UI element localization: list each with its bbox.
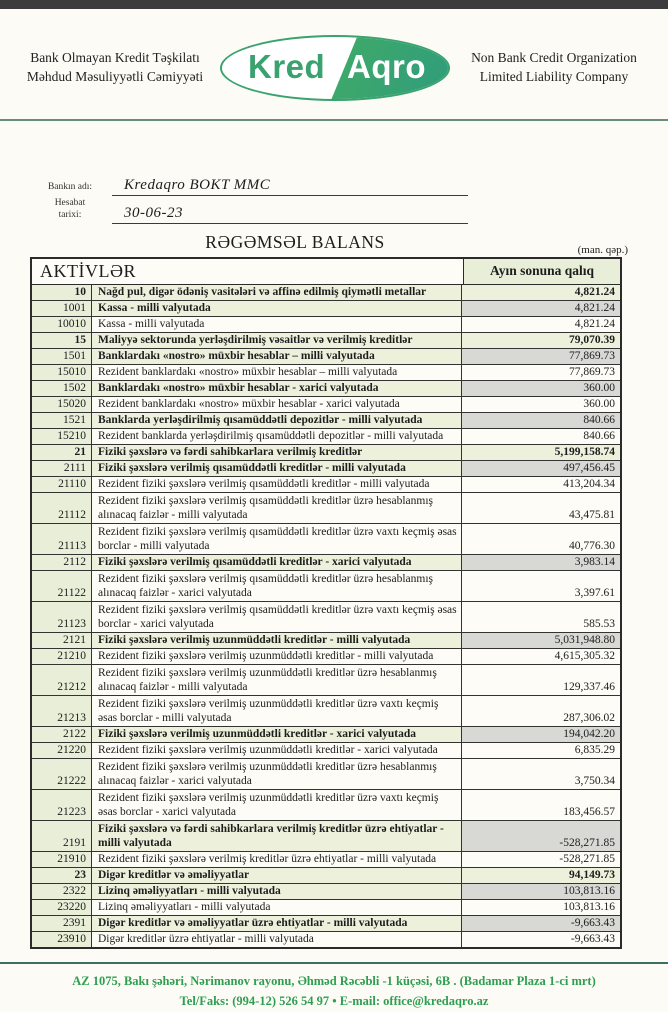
row-account-description: Digər kreditlər və əməliyyatlar	[92, 868, 461, 883]
table-row	[32, 317, 620, 333]
row-balance-value: 497,456.45	[461, 461, 620, 476]
row-account-code: 21123	[32, 602, 92, 632]
row-account-description: Rezident fiziki şəxslərə verilmiş qısamüddətli kreditlər üzrə vaxtı keçmiş əsas borclar - milli valyutada	[92, 524, 461, 554]
row-balance-value: 4,821.24	[461, 301, 620, 316]
row-account-code: 1502	[32, 381, 92, 396]
table-header-row	[32, 259, 620, 285]
row-account-description: Rezident fiziki şəxslərə verilmiş qısamüddətli kreditlər üzrə hesablanmış alınacaq faizlər - xarici valyutada	[92, 571, 461, 601]
row-account-description: Lizinq əməliyyatları - milli valyutada	[92, 884, 461, 899]
company-name-en-line2: Limited Liability Company	[479, 69, 629, 84]
row-balance-value: 360.00	[461, 381, 620, 396]
row-balance-value: 585.53	[461, 602, 620, 632]
report-date-label: Hesabat tarixi:	[54, 198, 86, 220]
row-balance-value: 40,776.30	[461, 524, 620, 554]
table-row	[32, 333, 620, 349]
logo-container	[220, 35, 450, 101]
table-row	[32, 743, 620, 759]
row-account-code: 1501	[32, 349, 92, 364]
table-row	[32, 285, 620, 301]
row-balance-value: 129,337.46	[461, 665, 620, 695]
row-account-code: 1001	[32, 301, 92, 316]
row-account-description: Kassa - milli valyutada	[92, 317, 461, 332]
row-account-description: Nağd pul, digər ödəniş vasitələri və affinə edilmiş qiymətli metallar	[92, 285, 461, 300]
table-row	[32, 555, 620, 571]
bank-name-row	[38, 177, 468, 196]
row-account-code: 10	[32, 285, 92, 300]
document-title: RƏGƏMSƏL BALANS	[205, 231, 385, 252]
company-name-az-line2: Məhdud Məsuliyyətli Cəmiyyəti	[26, 69, 204, 84]
row-account-code: 23910	[32, 932, 92, 947]
row-account-description: Lizinq əməliyyatları - milli valyutada	[92, 900, 461, 915]
table-row	[32, 884, 620, 900]
table-row	[32, 696, 620, 727]
balance-table-body	[32, 285, 620, 947]
bank-name-label: Bankın adı:	[47, 182, 93, 193]
company-name-english	[450, 49, 658, 87]
row-account-description: Rezident fiziki şəxslərə verilmiş uzunmüddətli kreditlər üzrə hesablanmış alınacaq faizlər - milli valyutada	[92, 665, 461, 695]
row-account-description: Banklarda yerləşdirilmiş qısamüddətli depozitlər - milli valyutada	[92, 413, 461, 428]
table-header-assets: AKTİVLƏR	[40, 260, 136, 281]
row-balance-value: 6,835.29	[461, 743, 620, 758]
table-row	[32, 932, 620, 947]
table-row	[32, 868, 620, 884]
row-account-code: 15	[32, 333, 92, 348]
report-date-row	[38, 198, 468, 224]
table-row	[32, 665, 620, 696]
row-balance-value: 4,615,305.32	[461, 649, 620, 664]
table-row	[32, 413, 620, 429]
row-balance-value: 77,869.73	[461, 365, 620, 380]
row-account-code: 10010	[32, 317, 92, 332]
row-balance-value: -528,271.85	[461, 852, 620, 867]
row-account-description: Fiziki şəxslərə və fərdi sahibkarlara verilmiş kreditlər	[92, 445, 461, 460]
row-account-description: Banklardakı «nostro» müxbir hesablar – milli valyutada	[92, 349, 461, 364]
row-balance-value: 5,031,948.80	[461, 633, 620, 648]
table-row	[32, 493, 620, 524]
header-divider-line	[0, 119, 668, 121]
company-name-en-line1: Non Bank Credit Organization	[471, 50, 637, 66]
row-balance-value: 4,821.24	[461, 317, 620, 332]
table-row	[32, 397, 620, 413]
row-account-code: 21112	[32, 493, 92, 523]
footer-divider-line	[0, 962, 668, 964]
row-account-description: Rezident fiziki şəxslərə verilmiş qısamüddətli kreditlər üzrə vaxtı keçmiş əsas borclar - xarici valyutada	[92, 602, 461, 632]
table-row	[32, 727, 620, 743]
table-row	[32, 461, 620, 477]
row-account-description: Rezident banklardakı «nostro» müxbir hesablar - xarici valyutada	[92, 397, 461, 412]
row-account-code: 2121	[32, 633, 92, 648]
row-account-code: 2191	[32, 821, 92, 851]
row-account-description: Maliyyə sektorunda yerləşdirilmiş vəsaitlər və verilmiş kreditlər	[92, 333, 461, 348]
row-account-description: Fiziki şəxslərə və fərdi sahibkarlara verilmiş kreditlər üzrə ehtiyatlar - milli valyutada	[92, 821, 461, 851]
kredaqro-logo-icon	[220, 35, 450, 101]
table-row	[32, 365, 620, 381]
row-balance-value: 5,199,158.74	[461, 445, 620, 460]
row-balance-value: -9,663.43	[461, 916, 620, 931]
table-row	[32, 445, 620, 461]
balance-table	[30, 257, 622, 949]
currency-unit-note: (man. qəp.)	[577, 243, 628, 256]
row-balance-value: 840.66	[461, 429, 620, 444]
row-account-code: 21220	[32, 743, 92, 758]
row-balance-value: 3,397.61	[461, 571, 620, 601]
row-account-description: Digər kreditlər üzrə ehtiyatlar - milli valyutada	[92, 932, 461, 947]
company-name-azerbaijani	[10, 49, 220, 87]
table-row	[32, 571, 620, 602]
table-row	[32, 916, 620, 932]
row-account-description: Fiziki şəxslərə verilmiş uzunmüddətli kreditlər - xarici valyutada	[92, 727, 461, 742]
table-row	[32, 602, 620, 633]
row-balance-value: 94,149.73	[461, 868, 620, 883]
report-date-value: 30-06-23	[112, 205, 468, 224]
row-account-description: Rezident fiziki şəxslərə verilmiş uzunmüddətli kreditlər üzrə vaxtı keçmiş əsas borclar - xarici valyutada	[92, 790, 461, 820]
row-account-description: Rezident fiziki şəxslərə verilmiş uzunmüddətli kreditlər üzrə hesablanmış alınacaq faizlər - xarici valyutada	[92, 759, 461, 789]
row-account-code: 23	[32, 868, 92, 883]
row-balance-value: 4,821.24	[461, 285, 620, 300]
title-row	[0, 232, 668, 254]
row-account-code: 21210	[32, 649, 92, 664]
row-balance-value: 103,813.16	[461, 884, 620, 899]
row-account-description: Fiziki şəxslərə verilmiş qısamüddətli kreditlər - milli valyutada	[92, 461, 461, 476]
table-row	[32, 524, 620, 555]
row-balance-value: 77,869.73	[461, 349, 620, 364]
row-account-code: 23220	[32, 900, 92, 915]
row-account-description: Rezident fiziki şəxslərə verilmiş uzunmüddətli kreditlər - xarici valyutada	[92, 743, 461, 758]
table-row	[32, 429, 620, 445]
footer	[0, 971, 668, 1012]
row-account-description: Rezident fiziki şəxslərə verilmiş uzunmüddətli kreditlər - milli valyutada	[92, 649, 461, 664]
row-account-code: 15210	[32, 429, 92, 444]
row-account-code: 21212	[32, 665, 92, 695]
table-row	[32, 301, 620, 317]
row-account-code: 21	[32, 445, 92, 460]
company-name-az-line1: Bank Olmayan Kredit Təşkilatı	[30, 50, 200, 66]
table-row	[32, 349, 620, 365]
table-row	[32, 633, 620, 649]
row-balance-value: -528,271.85	[461, 821, 620, 851]
row-account-description: Digər kreditlər və əməliyyatlar üzrə ehtiyatlar - milli valyutada	[92, 916, 461, 931]
row-account-description: Kassa - milli valyutada	[92, 301, 461, 316]
table-row	[32, 790, 620, 821]
row-account-code: 21110	[32, 477, 92, 492]
row-account-description: Rezident banklardakı «nostro» müxbir hesablar – milli valyutada	[92, 365, 461, 380]
bank-name-value: Kredaqro BOKT MMC	[112, 177, 468, 196]
row-balance-value: 3,983.14	[461, 555, 620, 570]
table-row	[32, 759, 620, 790]
logo-text-aqro: Aqro	[346, 48, 426, 86]
table-row	[32, 900, 620, 916]
row-account-code: 21113	[32, 524, 92, 554]
scan-top-edge	[0, 0, 668, 9]
row-account-code: 2111	[32, 461, 92, 476]
table-row	[32, 649, 620, 665]
table-row	[32, 381, 620, 397]
row-account-description: Rezident banklarda yerləşdirilmiş qısamüddətli depozitlər - milli valyutada	[92, 429, 461, 444]
footer-contact: Tel/Faks: (994-12) 526 54 97 • E-mail: office@kredaqro.az	[179, 994, 489, 1009]
row-account-description: Rezident fiziki şəxslərə verilmiş kreditlər üzrə ehtiyatlar - milli valyutada	[92, 852, 461, 867]
row-account-code: 21122	[32, 571, 92, 601]
row-balance-value: 3,750.34	[461, 759, 620, 789]
letterhead	[0, 9, 668, 109]
table-row	[32, 852, 620, 868]
row-account-code: 21910	[32, 852, 92, 867]
row-account-description: Fiziki şəxslərə verilmiş uzunmüddətli kreditlər - milli valyutada	[92, 633, 461, 648]
row-balance-value: 413,204.34	[461, 477, 620, 492]
row-balance-value: -9,663.43	[461, 932, 620, 947]
table-row	[32, 477, 620, 493]
row-balance-value: 360.00	[461, 397, 620, 412]
row-balance-value: 103,813.16	[461, 900, 620, 915]
report-meta-form	[38, 177, 468, 224]
row-account-code: 21222	[32, 759, 92, 789]
row-balance-value: 43,475.81	[461, 493, 620, 523]
logo-text-kred: Kred	[247, 48, 326, 86]
row-balance-value: 840.66	[461, 413, 620, 428]
table-row	[32, 821, 620, 852]
row-account-code: 21213	[32, 696, 92, 726]
row-balance-value: 79,070.39	[461, 333, 620, 348]
row-account-description: Rezident fiziki şəxslərə verilmiş uzunmüddətli kreditlər üzrə vaxtı keçmiş əsas borclar - milli valyutada	[92, 696, 461, 726]
row-account-code: 15020	[32, 397, 92, 412]
row-account-description: Rezident fiziki şəxslərə verilmiş qısamüddətli kreditlər - milli valyutada	[92, 477, 461, 492]
row-account-description: Rezident fiziki şəxslərə verilmiş qısamüddətli kreditlər üzrə hesablanmış alınacaq faizlər - milli valyutada	[92, 493, 461, 523]
table-header-month-end-balance: Ayın sonuna qalıq	[463, 259, 620, 284]
row-account-code: 2391	[32, 916, 92, 931]
row-account-code: 2122	[32, 727, 92, 742]
row-balance-value: 287,306.02	[461, 696, 620, 726]
row-balance-value: 194,042.20	[461, 727, 620, 742]
row-account-code: 2322	[32, 884, 92, 899]
row-account-code: 15010	[32, 365, 92, 380]
row-account-code: 1521	[32, 413, 92, 428]
row-balance-value: 183,456.57	[461, 790, 620, 820]
row-account-code: 2112	[32, 555, 92, 570]
footer-address: AZ 1075, Bakı şəhəri, Nərimanov rayonu, Əhməd Rəcəbli -1 küçəsi, 6B . (Badamar Plaza 1-ci mrt)	[72, 973, 596, 988]
row-account-code: 21223	[32, 790, 92, 820]
row-account-description: Fiziki şəxslərə verilmiş qısamüddətli kreditlər - xarici valyutada	[92, 555, 461, 570]
row-account-description: Banklardakı «nostro» müxbir hesablar - xarici valyutada	[92, 381, 461, 396]
